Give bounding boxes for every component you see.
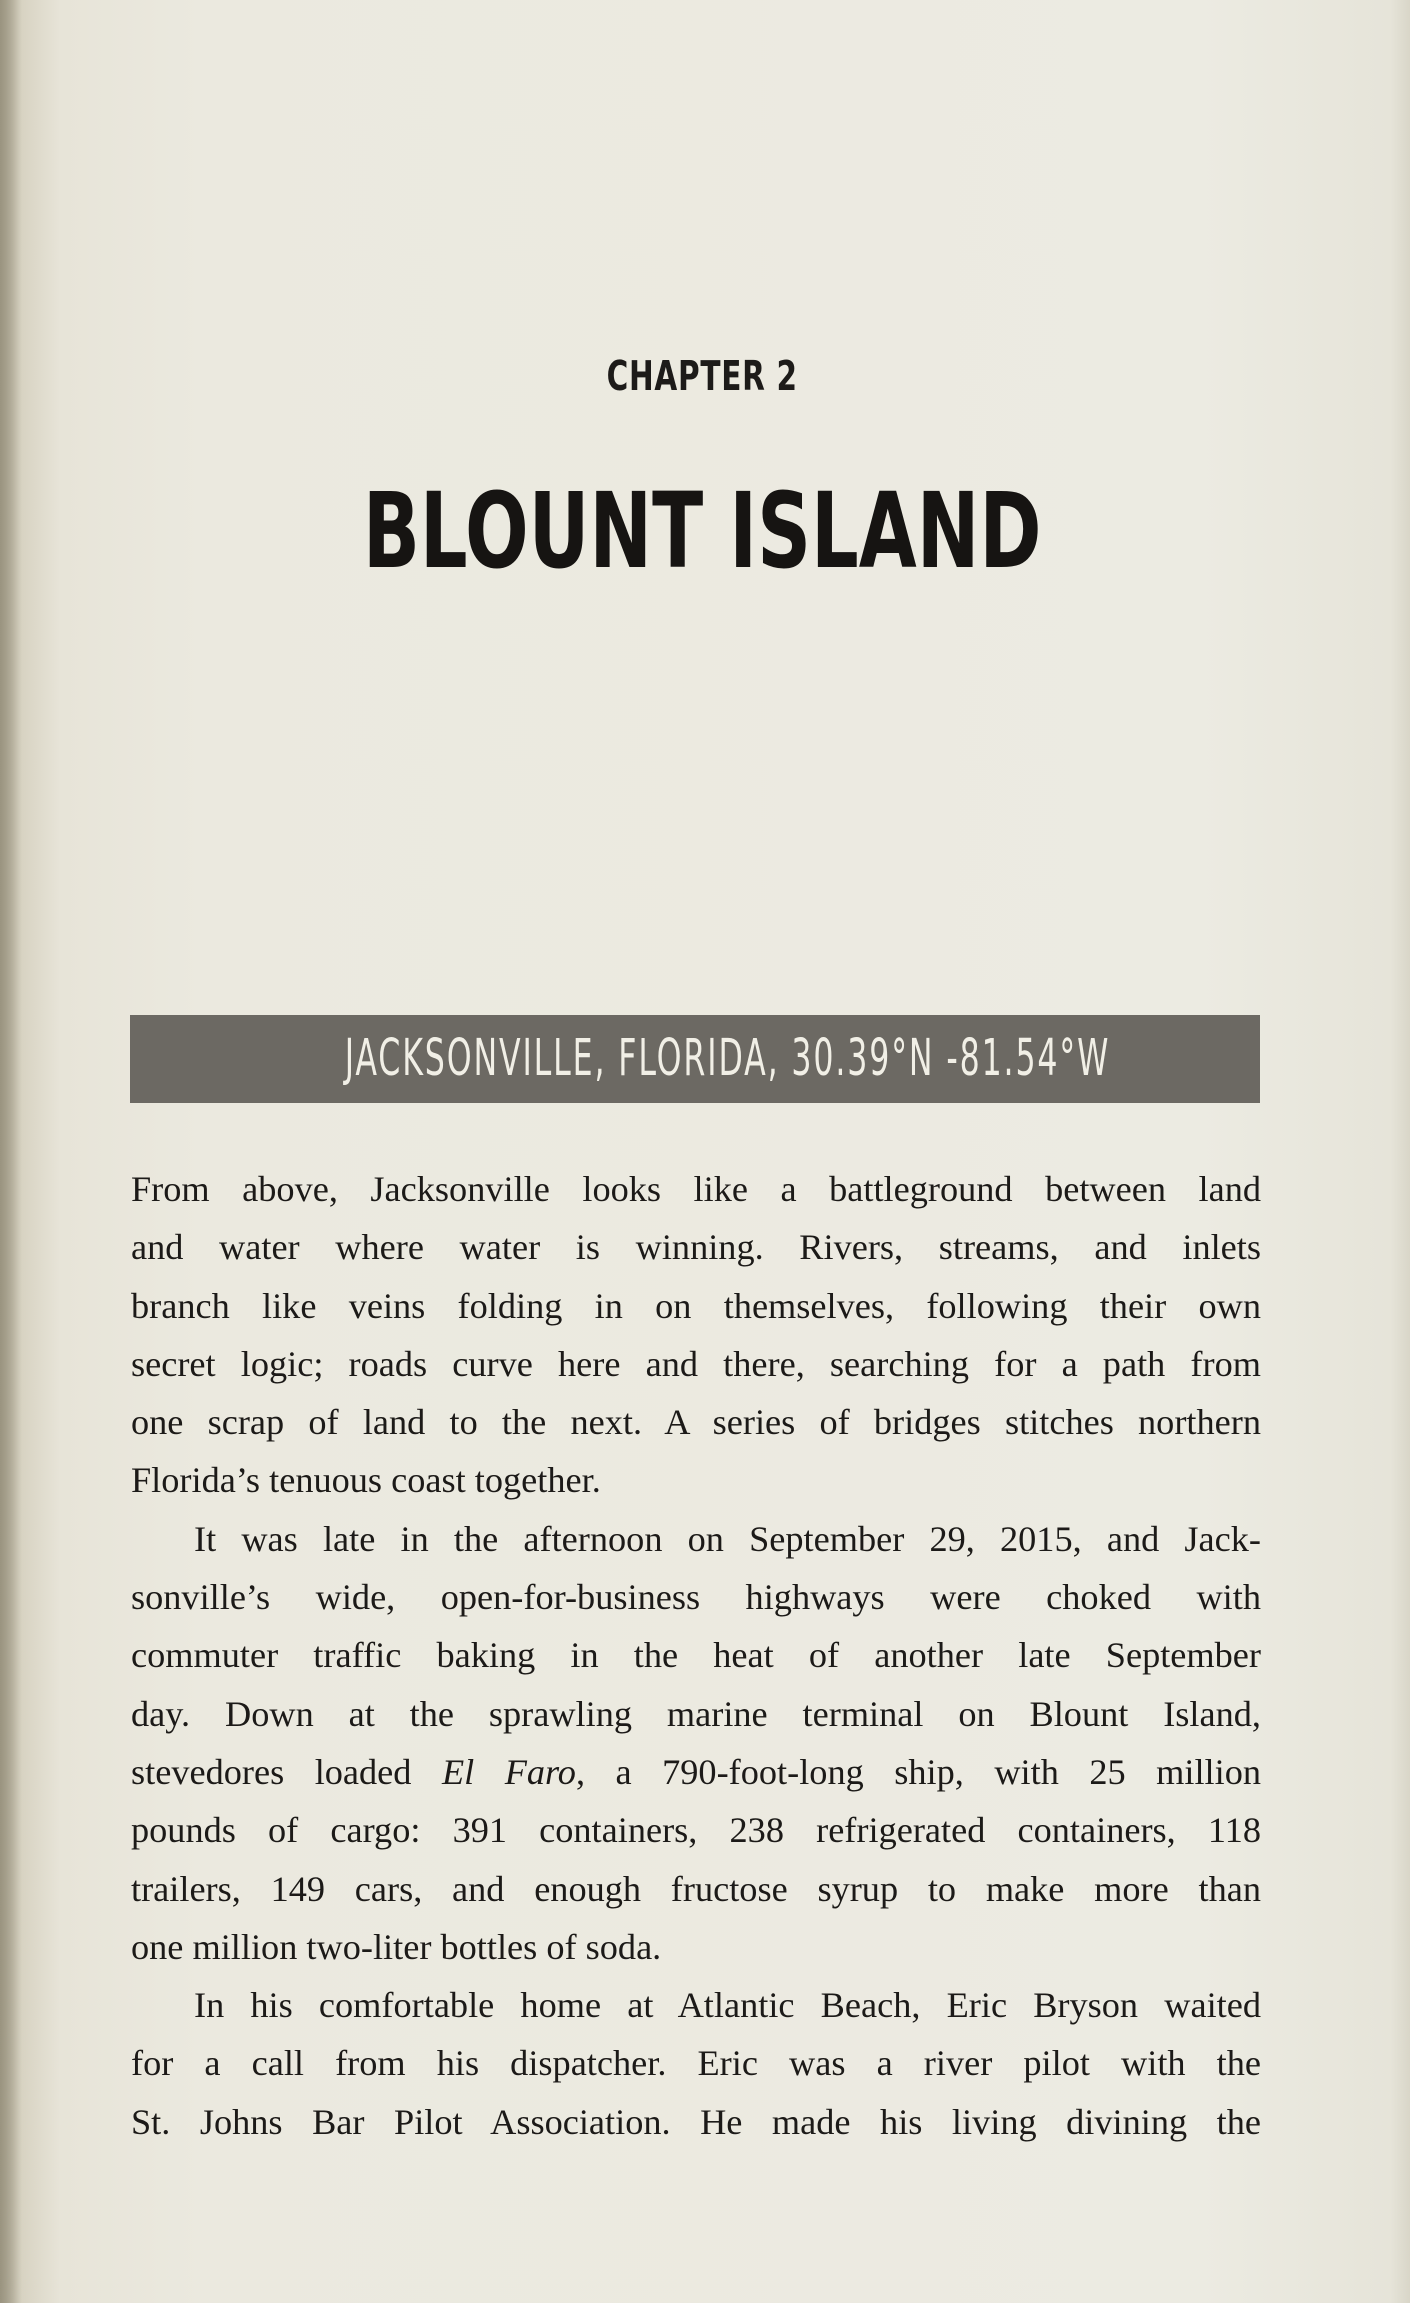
text-line: day. Down at the sprawling marine terminal on Blount Island,	[131, 1693, 1261, 1734]
paragraph-2	[131, 1510, 1261, 1976]
paragraph-1	[131, 1160, 1261, 1510]
text-line: In his comfortable home at Atlantic Beach, Eric Bryson waited	[194, 1985, 1261, 2026]
text-line: and water where water is winning. Rivers, streams, and inlets	[131, 1227, 1261, 1268]
text-line: trailers, 149 cars, and enough fructose syrup to make more than	[131, 1868, 1261, 1909]
chapter-title: BLOUNT ISLAND	[362, 470, 1042, 592]
text-line: secret logic; roads curve here and there, searching for a path from	[131, 1343, 1261, 1384]
gutter-shadow	[0, 0, 22, 2303]
ship-name: El Faro	[441, 1751, 576, 1792]
text-line: It was late in the afternoon on September 29, 2015, and Jack-	[194, 1518, 1261, 1559]
chapter-body	[131, 1160, 1261, 2151]
text-line: for a call from his dispatcher. Eric was a river pilot with the	[131, 2043, 1261, 2084]
text-line: sonville’s wide, open-for-business highways were choked with	[131, 1577, 1261, 1618]
text-line: St. Johns Bar Pilot Association. He made his living divining the	[131, 2101, 1261, 2142]
text-line: branch like veins folding in on themselves, following their own	[131, 1285, 1261, 1326]
text-line: Florida’s tenuous coast together.	[131, 1460, 601, 1501]
paragraph-3	[131, 1976, 1261, 2151]
text-line-with-italic	[131, 1743, 1261, 1801]
text-fragment: stevedores loaded	[131, 1751, 412, 1792]
text-line: one million two-liter bottles of soda.	[131, 1926, 662, 1967]
chapter-label: CHAPTER 2	[606, 352, 798, 400]
location-banner	[130, 1015, 1260, 1103]
location-text: JACKSONVILLE, FLORIDA, 30.39°N -81.54°W	[344, 1029, 1111, 1088]
text-line: pounds of cargo: 391 containers, 238 refrigerated containers, 118	[131, 1810, 1261, 1851]
text-line: From above, Jacksonville looks like a battleground between land	[131, 1169, 1261, 1209]
text-line: commuter traffic baking in the heat of another late September	[131, 1635, 1261, 1676]
text-line: one scrap of land to the next. A series of bridges stitches northern	[131, 1402, 1261, 1443]
text-fragment: , a 790-foot-long ship, with 25 million	[575, 1751, 1261, 1792]
